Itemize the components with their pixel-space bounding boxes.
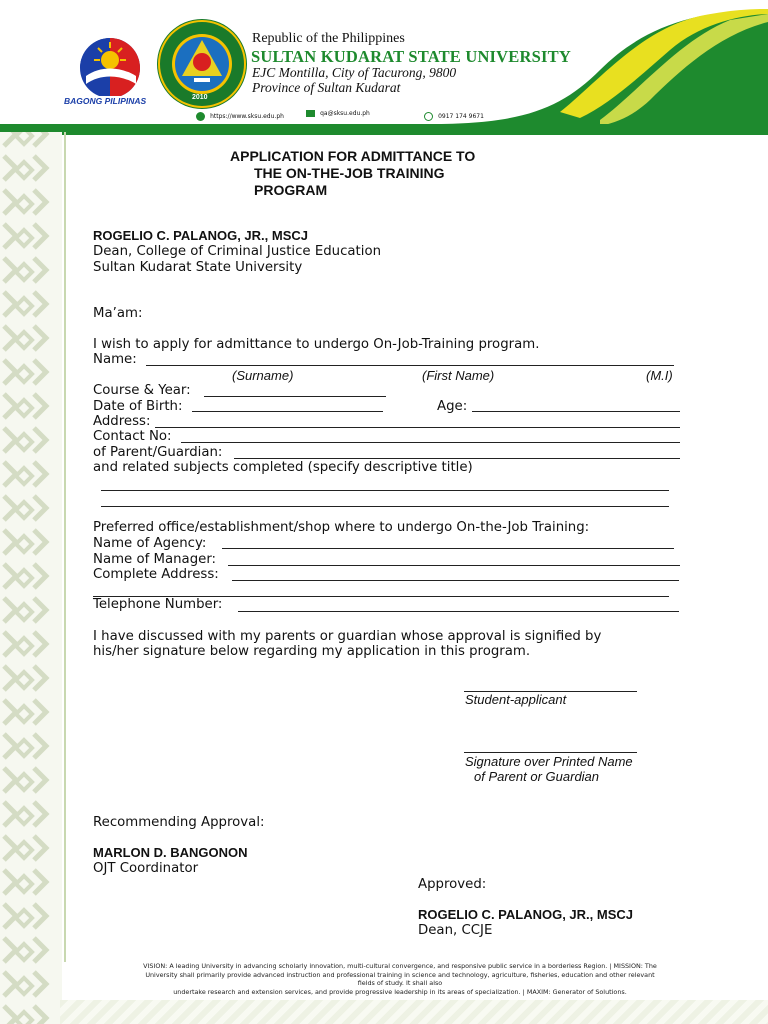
discussion-line2: his/her signature below regarding my application in this program.	[93, 644, 531, 659]
website-text: https://www.sksu.edu.ph	[210, 113, 284, 120]
footer-line1: VISION: A leading University in advancing scholarly innovation, multi-cultural convergence, and responsive public service in a borderless Region. | MISSION: The	[143, 962, 657, 970]
recommending-label: Recommending Approval:	[93, 815, 265, 830]
tribal-pattern-icon	[0, 132, 62, 1024]
bagong-pilipinas-text: BAGONG PILIPINAS	[64, 96, 147, 106]
salutation: Ma’am:	[93, 306, 143, 321]
dob-field[interactable]	[192, 411, 383, 412]
university-seal	[156, 18, 248, 110]
header-university: SULTAN KUDARAT STATE UNIVERSITY	[251, 47, 571, 66]
footer-line2: University shall primarily provide advanced instruction and professional training in science and technology, agriculture, fisheries, education and other relevant	[145, 970, 655, 979]
discussion-line1: I have discussed with my parents or guardian whose approval is signified by	[93, 629, 602, 644]
age-label: Age:	[437, 399, 468, 414]
subjects-field-1[interactable]	[101, 490, 669, 491]
telephone-field[interactable]	[238, 611, 679, 612]
preferred-label: Preferred office/establishment/shop where to undergo On-the-Job Training:	[93, 520, 590, 535]
approved-label: Approved:	[418, 877, 487, 892]
seal-year: 2010	[192, 94, 208, 101]
address-label: Address:	[93, 414, 151, 429]
parent-signature-label-2: of Parent or Guardian	[474, 769, 600, 784]
mail-icon	[306, 110, 315, 117]
email-contact[interactable]	[306, 103, 370, 122]
course-label: Course & Year:	[93, 383, 191, 398]
form-title-line3: PROGRAM	[254, 182, 328, 198]
mi-hint: (M.I)	[646, 368, 673, 383]
parent-label: of Parent/Guardian:	[93, 445, 223, 460]
globe-icon	[196, 112, 205, 121]
phone-icon	[424, 112, 433, 121]
student-signature-label: Student-applicant	[465, 692, 567, 707]
agency-field[interactable]	[222, 548, 674, 549]
form-title-line2: THE ON-THE-JOB TRAINING	[254, 165, 445, 181]
form-title-line1: APPLICATION FOR ADMITTANCE TO	[230, 148, 476, 164]
letterhead	[0, 0, 768, 135]
agency-label: Name of Agency:	[93, 536, 207, 551]
name-field[interactable]	[146, 365, 674, 366]
dean-name: ROGELIO C. PALANOG, JR., MSCJ	[418, 907, 634, 922]
firstname-hint: (First Name)	[422, 368, 495, 383]
header-address1: EJC Montilla, City of Tacurong, 9800	[252, 65, 457, 80]
complete-address-field-1[interactable]	[232, 580, 679, 581]
header-republic: Republic of the Philippines	[252, 31, 405, 46]
parent-signature-line[interactable]	[464, 752, 637, 753]
addressee-name: ROGELIO C. PALANOG, JR., MSCJ	[93, 228, 309, 243]
footer-line4: undertake research and extension services, and provide progressive leadership in its areas of specialization. | MAXIM: Generator of Solutions.	[173, 987, 627, 996]
border-rule	[64, 132, 66, 962]
intro-text: I wish to apply for admittance to undergo On-Job-Training program.	[93, 337, 540, 352]
manager-label: Name of Manager:	[93, 552, 217, 567]
coordinator-name: MARLON D. BANGONON	[93, 845, 248, 860]
parent-signature-label-1: Signature over Printed Name	[465, 754, 633, 769]
subjects-label: and related subjects completed (specify descriptive title)	[93, 460, 473, 475]
parent-field[interactable]	[234, 458, 680, 459]
bagong-pilipinas-logo	[64, 28, 166, 108]
complete-address-label: Complete Address:	[93, 567, 219, 582]
footer	[80, 962, 720, 996]
dean-title: Dean, CCJE	[418, 923, 493, 938]
website-contact[interactable]	[196, 106, 284, 125]
contact-field[interactable]	[181, 442, 680, 443]
left-decorative-border	[0, 132, 62, 1024]
addressee-institution: Sultan Kudarat State University	[93, 260, 303, 275]
sun-flag-icon	[70, 28, 166, 96]
course-field[interactable]	[204, 396, 386, 397]
age-field[interactable]	[472, 411, 680, 412]
footer-line3: fields of study. It shall also	[357, 979, 443, 988]
phone-text: 0917 174 9671	[438, 113, 484, 120]
contact-label: Contact No:	[93, 429, 172, 444]
email-text: qa@sksu.edu.ph	[320, 110, 370, 117]
telephone-label: Telephone Number:	[93, 597, 223, 612]
footer-pattern	[60, 1000, 768, 1024]
address-field[interactable]	[155, 427, 680, 428]
name-label: Name:	[93, 352, 137, 367]
coordinator-title: OJT Coordinator	[93, 861, 199, 876]
subjects-field-2[interactable]	[101, 506, 669, 507]
dob-label: Date of Birth:	[93, 399, 183, 414]
surname-hint: (Surname)	[232, 368, 294, 383]
manager-field[interactable]	[228, 565, 680, 566]
phone-contact[interactable]	[424, 106, 484, 125]
addressee-position: Dean, College of Criminal Justice Education	[93, 244, 382, 259]
header-address2: Province of Sultan Kudarat	[252, 80, 401, 95]
